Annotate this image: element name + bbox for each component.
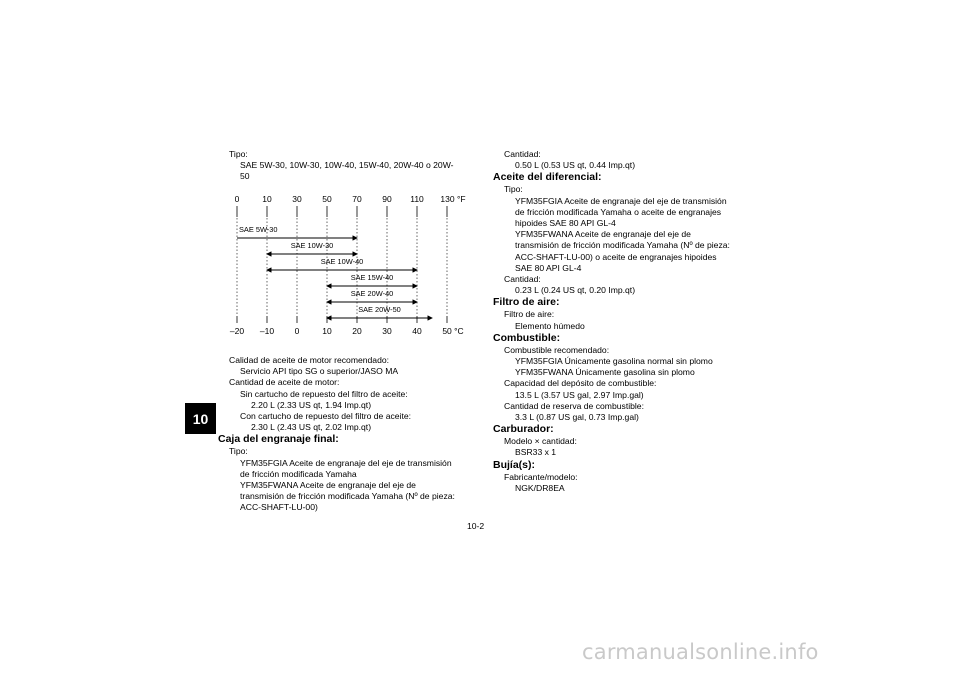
bujia-value: NGK/DR8EA: [515, 482, 565, 493]
range-label: SAE 10W-40: [320, 257, 364, 266]
filtro-heading: Filtro de aire:: [493, 296, 560, 309]
left-column-bottom: [218, 355, 455, 514]
combustible-heading: Combustible:: [493, 331, 561, 344]
deposito-value: 13.5 L (3.57 US gal, 2.97 Imp.gal): [515, 389, 644, 400]
range-label: SAE 15W-40: [350, 273, 394, 282]
combustible-value-2: YFM35FWANA Únicamente gasolina sin plomo: [515, 367, 695, 378]
page-number: 10-2: [467, 521, 485, 531]
calidad-value: Servicio API tipo SG o superior/JASO MA: [240, 366, 399, 377]
diferencial-line: transmisión de fricción modificada Yamaha (Nº de pieza:: [515, 240, 730, 251]
combustible-value-1: YFM35FGIA Únicamente gasolina normal sin plomo: [515, 356, 713, 367]
caja-tipo-label: Tipo:: [229, 446, 248, 457]
top-tick-label: 70: [352, 194, 362, 204]
cantidad-label: Cantidad de aceite de motor:: [229, 377, 340, 388]
bottom-tick-label: –10: [259, 326, 275, 336]
range-label: SAE 5W-30: [239, 225, 278, 234]
diferencial-line: ACC-SHAFT-LU-00) o aceite de engranajes hipoides: [515, 251, 717, 262]
tipo-label: Tipo:: [229, 149, 248, 159]
carburador-label: Modelo × cantidad:: [504, 436, 577, 447]
caja-line: YFM35FGIA Aceite de engranaje del eje de transmisión: [240, 457, 452, 468]
diferencial-cantidad-label: Cantidad:: [504, 274, 541, 285]
calidad-label: Calidad de aceite de motor recomendado:: [229, 355, 390, 365]
diferencial-line: SAE 80 API GL-4: [515, 262, 582, 273]
top-tick-label: 50: [322, 194, 332, 204]
viscosity-chart-graphic: [222, 194, 462, 344]
diferencial-heading: Aceite del diferencial:: [493, 171, 602, 184]
bottom-tick-label: 50 °C: [442, 326, 464, 336]
diferencial-cantidad-value: 0.23 L (0.24 US qt, 0.20 Imp.qt): [515, 285, 636, 296]
con-cartucho-value: 2.30 L (2.43 US qt, 2.02 Imp.qt): [251, 422, 372, 433]
viscosity-chart: [222, 194, 466, 344]
caja-line: ACC-SHAFT-LU-00): [240, 502, 318, 513]
right-column: [493, 149, 730, 494]
bottom-tick-label: 30: [382, 326, 392, 336]
reserva-label: Cantidad de reserva de combustible:: [504, 400, 644, 411]
left-column-top: [229, 149, 454, 183]
carburador-heading: Carburador:: [493, 423, 554, 436]
caja-line: de fricción modificada Yamaha: [240, 468, 357, 479]
filtro-value: Elemento húmedo: [515, 320, 585, 331]
caja-heading: Caja del engranaje final:: [218, 433, 339, 446]
caja-line: YFM35FWANA Aceite de engranaje del eje de: [240, 480, 416, 491]
top-tick-label: 90: [382, 194, 392, 204]
bottom-tick-label: 0: [294, 326, 300, 336]
tipo-value-line-1: SAE 5W-30, 10W-30, 10W-40, 15W-40, 20W-40 o 20W-: [240, 160, 454, 171]
range-label: SAE 10W-30: [290, 241, 334, 250]
top-tick-label: 110: [410, 194, 424, 204]
section-tab: 10: [185, 403, 216, 434]
bottom-tick-label: 10: [322, 326, 332, 336]
diferencial-line: YFM35FGIA Aceite de engranaje del eje de transmisión: [515, 195, 727, 206]
diferencial-line: hipoides SAE 80 API GL-4: [515, 218, 616, 229]
tipo-value-line-2: 50: [240, 171, 250, 182]
top-tick-label: 0: [234, 194, 240, 204]
diferencial-line: de fricción modificada Yamaha o aceite de engranajes: [515, 206, 722, 217]
sin-cartucho-label: Sin cartucho de repuesto del filtro de aceite:: [240, 388, 408, 399]
reserva-value: 3.3 L (0.87 US gal, 0.73 Imp.gal): [515, 412, 639, 423]
sin-cartucho-value: 2.20 L (2.33 US qt, 1.94 Imp.qt): [251, 399, 372, 410]
top-tick-label: 30: [292, 194, 302, 204]
diferencial-tipo-label: Tipo:: [504, 184, 523, 195]
con-cartucho-label: Con cartucho de repuesto del filtro de aceite:: [240, 411, 412, 422]
filtro-label: Filtro de aire:: [504, 309, 555, 320]
caja-line: transmisión de fricción modificada Yamaha (Nº de pieza:: [240, 491, 455, 502]
bottom-tick-label: 40: [412, 326, 422, 336]
diferencial-line: YFM35FWANA Aceite de engranaje del eje de: [515, 229, 691, 240]
bujia-heading: Bujía(s):: [493, 458, 535, 471]
cantidad-top-label: Cantidad:: [504, 149, 541, 159]
carburador-value: BSR33 x 1: [515, 447, 557, 458]
bottom-tick-label: –20: [229, 326, 245, 336]
top-tick-label: 10: [262, 194, 272, 204]
bottom-tick-label: 20: [352, 326, 362, 336]
top-tick-label: 130 °F: [440, 194, 466, 204]
bujia-label: Fabricante/modelo:: [504, 471, 578, 482]
range-label: SAE 20W-40: [350, 289, 394, 298]
cantidad-top-value: 0.50 L (0.53 US qt, 0.44 Imp.qt): [515, 160, 636, 171]
range-label: SAE 20W-50: [358, 305, 401, 314]
combustible-label: Combustible recomendado:: [504, 344, 610, 355]
watermark: carmanualsonline.info: [582, 640, 819, 664]
deposito-label: Capacidad del depósito de combustible:: [504, 378, 657, 389]
